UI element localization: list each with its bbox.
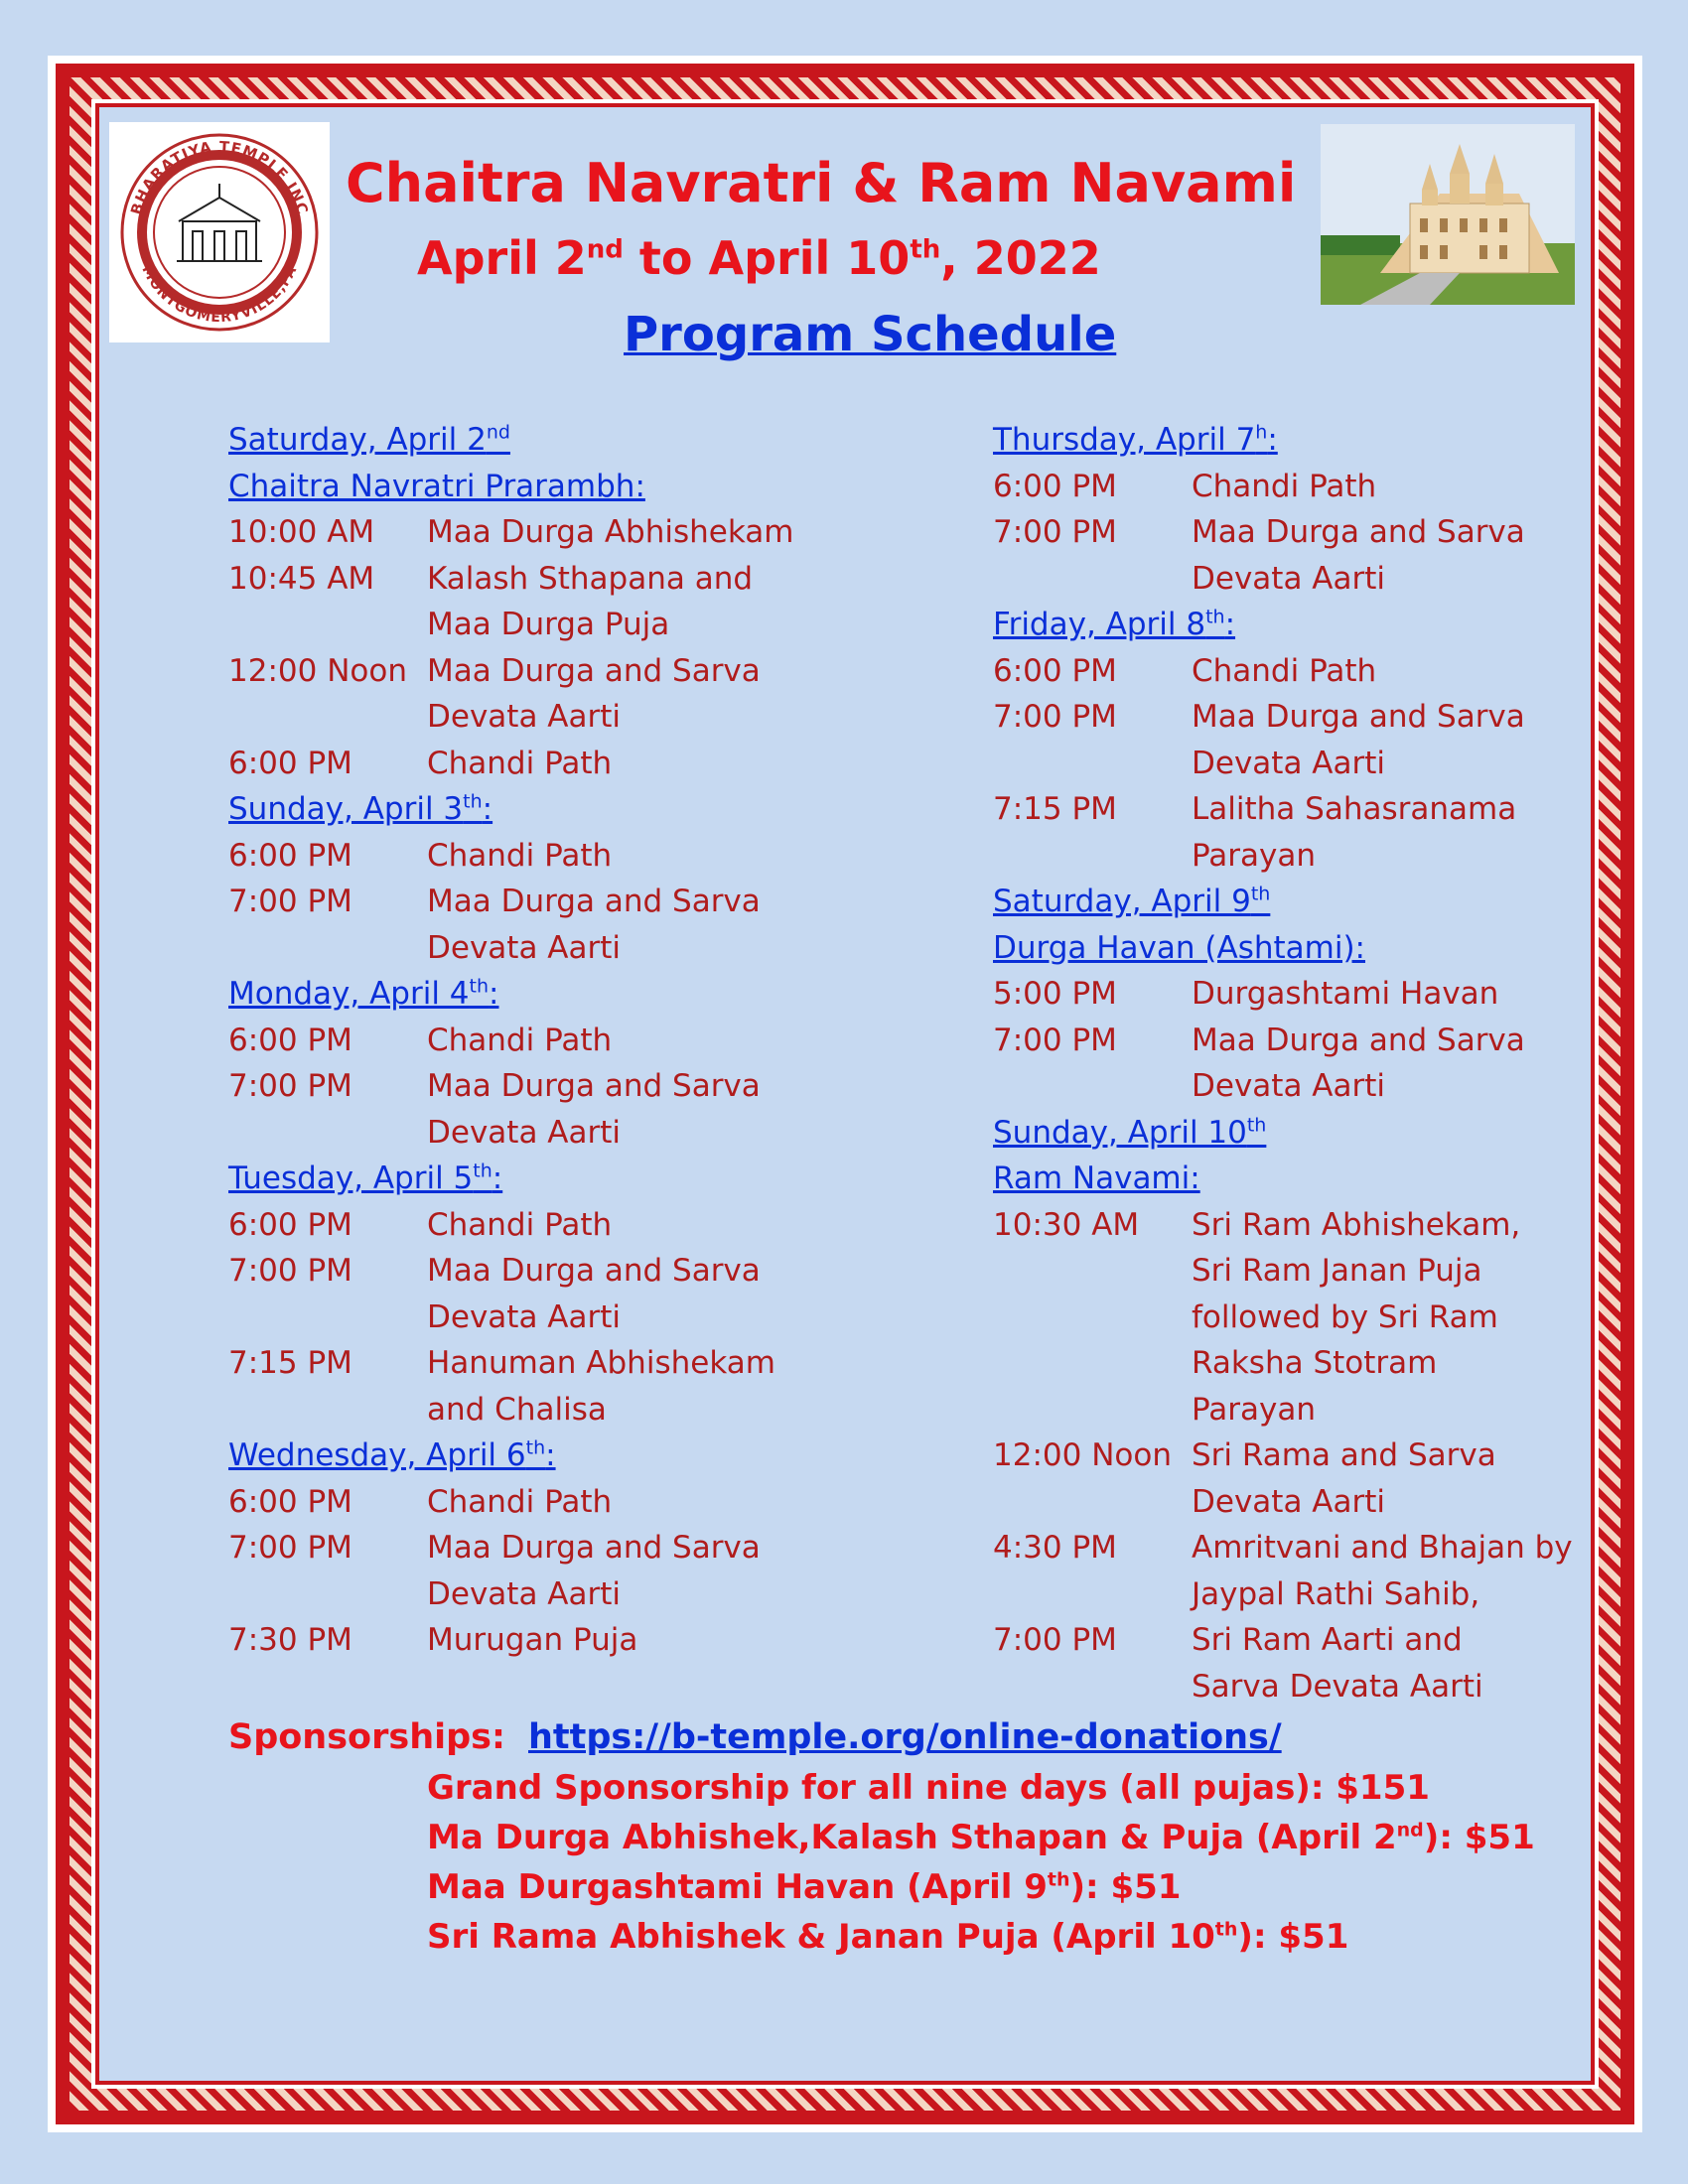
schedule-row [228, 1110, 864, 1157]
event-description: Kalash Sthapana and [427, 560, 754, 597]
event-time: 7:00 PM [993, 1022, 1117, 1058]
schedule-row [228, 1202, 864, 1249]
event-time: 12:00 Noon [993, 1437, 1172, 1473]
day-header [228, 971, 864, 1018]
event-description: Maa Durga and Sarva [1192, 1022, 1525, 1058]
event-description: Hanuman Abhishekam [427, 1345, 775, 1381]
day-header-ordinal: th [1250, 883, 1271, 905]
event-time: 5:00 PM [993, 976, 1117, 1012]
schedule-right-column [993, 417, 1609, 1709]
schedule-row [993, 694, 1609, 741]
event-description: Chandi Path [1192, 652, 1377, 689]
event-time: 6:00 PM [228, 837, 352, 874]
sponsorship-text: Sri Rama Abhishek & Janan Puja (April 10 [427, 1917, 1215, 1957]
schedule-row [993, 1340, 1609, 1387]
day-header-text: Wednesday, April 6 [228, 1437, 526, 1473]
day-header-ordinal: th [463, 790, 483, 813]
sponsorship-item [427, 1813, 1535, 1862]
event-time: 12:00 Noon [228, 652, 407, 689]
schedule-row [228, 925, 864, 972]
day-header-text: Monday, April 4 [228, 976, 470, 1012]
event-description: Devata Aarti [1192, 745, 1386, 781]
event-time: 7:15 PM [993, 791, 1117, 827]
day-header-colon: : [545, 1437, 556, 1473]
schedule-row [228, 879, 864, 925]
day-header [228, 464, 864, 510]
event-description: Devata Aarti [427, 1114, 622, 1151]
event-description: and Chalisa [427, 1391, 607, 1428]
day-header-text: Friday, April 8 [993, 607, 1206, 642]
event-description: Chandi Path [427, 745, 613, 781]
temple-logo-seal-icon [109, 122, 330, 342]
event-description: Maa Durga and Sarva [427, 1530, 761, 1566]
schedule-row [993, 556, 1609, 603]
event-description: Maa Durga and Sarva [427, 652, 761, 689]
schedule-row [993, 833, 1609, 880]
event-description: Chandi Path [1192, 468, 1377, 504]
day-header [993, 1110, 1609, 1157]
day-header [993, 1156, 1609, 1202]
donations-link[interactable]: https://b-temple.org/online-donations/ [528, 1717, 1282, 1757]
schedule-row [993, 1664, 1609, 1710]
logo-text-top: BHARATIYA TEMPLE INC [127, 137, 312, 217]
schedule-row [993, 464, 1609, 510]
day-header [993, 417, 1609, 464]
event-description: Devata Aarti [427, 1298, 622, 1335]
event-description: Sarva Devata Aarti [1192, 1668, 1483, 1705]
dates-end-suffix: th [910, 234, 941, 265]
day-header-text: Tuesday, April 5 [228, 1160, 474, 1196]
event-time: 7:00 PM [993, 514, 1117, 550]
day-header [228, 786, 864, 833]
event-time: 7:00 PM [993, 1622, 1117, 1658]
schedule-row [993, 1387, 1609, 1433]
schedule-row [228, 1248, 864, 1295]
sponsorship-ordinal: th [1214, 1918, 1238, 1941]
event-description: Sri Ram Janan Puja [1192, 1253, 1482, 1289]
day-header-text: Ram Navami: [993, 1160, 1200, 1196]
sponsorship-price: ): $51 [1237, 1917, 1349, 1957]
event-time: 6:00 PM [993, 652, 1117, 689]
schedule-row [228, 1340, 864, 1387]
schedule-row [228, 1387, 864, 1433]
event-time: 7:15 PM [228, 1345, 352, 1381]
schedule-row [993, 1063, 1609, 1110]
schedule-row [993, 1479, 1609, 1526]
event-description: Maa Durga and Sarva [1192, 699, 1525, 735]
day-header-ordinal: th [525, 1436, 546, 1459]
schedule-row [228, 1525, 864, 1571]
event-description: Devata Aarti [1192, 1068, 1386, 1104]
schedule-row [993, 1525, 1609, 1571]
schedule-row [228, 741, 864, 787]
event-time: 7:00 PM [993, 699, 1117, 735]
event-description: Parayan [1192, 1391, 1317, 1428]
event-description: Devata Aarti [427, 699, 622, 735]
event-time: 4:30 PM [993, 1530, 1117, 1566]
day-header [228, 1156, 864, 1202]
sponsorship-text: Grand Sponsorship for all nine days (all pujas): $151 [427, 1768, 1430, 1808]
schedule-row [993, 1571, 1609, 1618]
day-header-ordinal: th [1246, 1114, 1267, 1137]
day-header-colon: : [489, 976, 499, 1012]
event-description: Murugan Puja [427, 1622, 638, 1658]
event-description: Chandi Path [427, 1206, 613, 1243]
event-time: 7:30 PM [228, 1622, 352, 1658]
schedule-row [993, 741, 1609, 787]
event-description: Maa Durga Puja [427, 607, 670, 642]
event-description: Sri Rama and Sarva [1192, 1437, 1496, 1473]
day-header-text: Saturday, April 2 [228, 422, 487, 458]
event-description: Maa Durga and Sarva [427, 1068, 761, 1104]
event-description: Sri Ram Abhishekam, [1192, 1206, 1521, 1243]
dates-end: to April 10 [623, 231, 911, 285]
day-header-text: Durga Havan (Ashtami): [993, 929, 1365, 966]
sponsorship-item [427, 1912, 1535, 1962]
schedule-row [228, 509, 864, 556]
dates-year: , 2022 [940, 231, 1101, 285]
dates-start: April 2 [417, 231, 587, 285]
schedule-row [228, 602, 864, 648]
event-description: Maa Durga and Sarva [427, 1253, 761, 1289]
event-time: 6:00 PM [228, 745, 352, 781]
day-header-ordinal: th [469, 975, 490, 998]
event-description: Maa Durga Abhishekam [427, 514, 794, 550]
event-time: 7:00 PM [228, 1068, 352, 1104]
event-time: 6:00 PM [228, 1206, 352, 1243]
event-time: 7:00 PM [228, 1530, 352, 1566]
event-description: Chandi Path [427, 1022, 613, 1058]
event-description: Devata Aarti [427, 1575, 622, 1612]
day-header [228, 417, 864, 464]
sponsorship-list [427, 1763, 1535, 1962]
schedule-row [993, 1202, 1609, 1249]
sponsorship-price: ): $51 [1069, 1867, 1182, 1907]
schedule-row [993, 971, 1609, 1018]
event-description: Chandi Path [427, 837, 613, 874]
event-description: Jaypal Rathi Sahib, [1192, 1575, 1480, 1612]
schedule-row [993, 509, 1609, 556]
day-header-colon: : [1267, 422, 1278, 458]
day-header-text: Saturday, April 9 [993, 884, 1251, 919]
day-header-text: Sunday, April 10 [993, 1114, 1247, 1151]
day-header-text: Chaitra Navratri Prarambh: [228, 468, 645, 504]
schedule-row [228, 694, 864, 741]
event-description: Durgashtami Havan [1192, 976, 1499, 1012]
event-description: Raksha Stotram [1192, 1345, 1438, 1381]
schedule-row [993, 648, 1609, 695]
day-header [228, 1433, 864, 1479]
schedule-row [228, 1479, 864, 1526]
event-description: Sri Ram Aarti and [1192, 1622, 1463, 1658]
event-time: 10:45 AM [228, 560, 375, 597]
day-header-ordinal: nd [486, 421, 510, 444]
sponsorship-ordinal: th [1047, 1868, 1070, 1891]
event-description: Amritvani and Bhajan by [1192, 1530, 1573, 1566]
schedule-row [228, 1571, 864, 1618]
sponsorship-text: Ma Durga Abhishek,Kalash Sthapan & Puja (April 2 [427, 1818, 1397, 1857]
sponsorship-price: ): $51 [1423, 1818, 1535, 1857]
schedule-row [228, 556, 864, 603]
event-time: 7:00 PM [228, 1253, 352, 1289]
event-description: Devata Aarti [1192, 1483, 1386, 1520]
event-description: Chandi Path [427, 1483, 613, 1520]
event-description: Devata Aarti [427, 929, 622, 966]
sponsorship-text: Maa Durgashtami Havan (April 9 [427, 1867, 1048, 1907]
day-header-colon: : [492, 1160, 503, 1196]
event-title: Chaitra Navratri & Ram Navami [346, 152, 1297, 214]
schedule-row [228, 1063, 864, 1110]
program-schedule-heading: Program Schedule [624, 307, 1117, 362]
day-header [993, 602, 1609, 648]
schedule-row [993, 786, 1609, 833]
schedule-row [993, 1248, 1609, 1295]
schedule-row [228, 648, 864, 695]
dates-start-suffix: nd [586, 234, 624, 265]
schedule-row [993, 1295, 1609, 1341]
temple-building-icon [1321, 124, 1575, 305]
day-header-colon: : [1224, 607, 1236, 642]
temple-photo [1321, 124, 1575, 305]
day-header [993, 925, 1609, 972]
event-description: Parayan [1192, 837, 1317, 874]
event-description: followed by Sri Ram [1192, 1298, 1498, 1335]
event-time: 10:00 AM [228, 514, 375, 550]
logo-text-bottom: MONTGOMERYVILLE,PA [138, 263, 301, 327]
schedule-row [993, 1018, 1609, 1064]
day-header-text: Thursday, April 7 [993, 422, 1256, 458]
event-description: Maa Durga and Sarva [1192, 514, 1525, 550]
day-header-ordinal: h [1255, 421, 1268, 444]
schedule-row [228, 833, 864, 880]
event-dates [417, 228, 1211, 288]
day-header-ordinal: th [1205, 606, 1225, 628]
sponsorship-item [427, 1862, 1535, 1912]
schedule-row [993, 1617, 1609, 1664]
event-time: 7:00 PM [228, 884, 352, 919]
schedule-row [228, 1295, 864, 1341]
day-header-text: Sunday, April 3 [228, 791, 464, 827]
event-description: Devata Aarti [1192, 560, 1386, 597]
sponsorships-label: Sponsorships: [228, 1717, 505, 1757]
sponsorship-ordinal: nd [1396, 1819, 1424, 1842]
event-description: Maa Durga and Sarva [427, 884, 761, 919]
day-header-ordinal: th [473, 1160, 492, 1182]
schedule-row [993, 1433, 1609, 1479]
event-time: 10:30 AM [993, 1206, 1140, 1243]
event-description: Lalitha Sahasranama [1192, 791, 1517, 827]
day-header-colon: : [482, 791, 493, 827]
schedule-row [228, 1617, 864, 1664]
event-time: 6:00 PM [993, 468, 1117, 504]
event-time: 6:00 PM [228, 1483, 352, 1520]
temple-logo [109, 122, 330, 342]
schedule-row [228, 1018, 864, 1064]
day-header [993, 879, 1609, 925]
event-time: 6:00 PM [228, 1022, 352, 1058]
schedule-left-column [228, 417, 864, 1664]
sponsorship-item [427, 1763, 1535, 1813]
